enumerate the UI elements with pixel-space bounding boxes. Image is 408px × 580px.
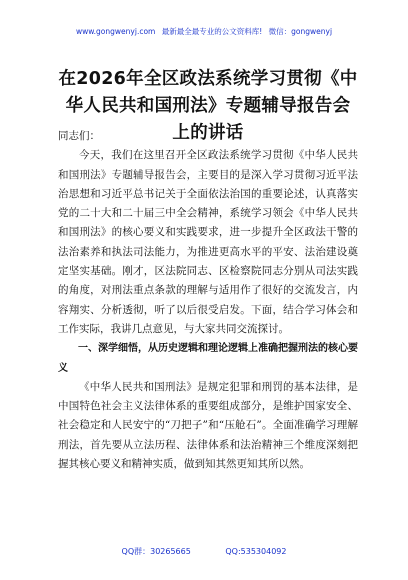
footer-qq: QQ:535304092	[225, 547, 287, 556]
intro-paragraph: 今天，我们在这里召开全区政法系统学习贯彻《中华人民共和国刑法》专题辅导报告会，主要目的是深入学习贯彻习近平法治思想和习近平总书记关于全面依法治国的重要论述，认真落实党的二十大和二十届三中全会精神，系统学习领会《中华人民共和国刑法》的核心要义和实践要求，进一步提升全区政法干警的法治素养和执法司法能力，为推进更高水平的平安、法治建设奠定坚实基础。刚才，区法院同志、区检察院同志分别从司法实践的角度，对刑法重点条款的理解与适用作了很好的交流发言，内容翔实、分析透彻，听了以后很受启发。下面，结合学习体会和工作实际，我讲几点意见，与大家共同交流探讨。	[58, 149, 358, 335]
section-heading: 一、深学细悟，从历史逻辑和理论逻辑上准确把握刑法的核心要义	[58, 343, 358, 374]
document-body	[58, 127, 358, 474]
salutation: 同志们：	[58, 130, 100, 142]
header-banner	[0, 26, 408, 37]
header-wechat: 微信：gongwenyj	[268, 27, 333, 36]
footer-banner	[0, 546, 408, 557]
header-site-link[interactable]: www.gongwenyj.com	[75, 27, 156, 36]
footer-qq-group: QQ群：30265665	[121, 547, 191, 556]
header-slogan: 最新最全最专业的公文资料库!	[161, 27, 263, 36]
document-title: 在2026年全区政法系统学习贯彻《中华人民共和国刑法》专题辅导报告会上的讲话	[58, 69, 358, 143]
section-paragraph: 《中华人民共和国刑法》是规定犯罪和刑罚的基本法律，是中国特色社会主义法律体系的重要组成部分，是维护国家安全、社会稳定和人民安宁的“刀把子”和“压舱石”。全面准确学习理解刑法，首先要从立法历程、法律体系和法治精神三个维度深刻把握其核心要义和精神实质，做到知其然更知其所以然。	[58, 380, 358, 471]
